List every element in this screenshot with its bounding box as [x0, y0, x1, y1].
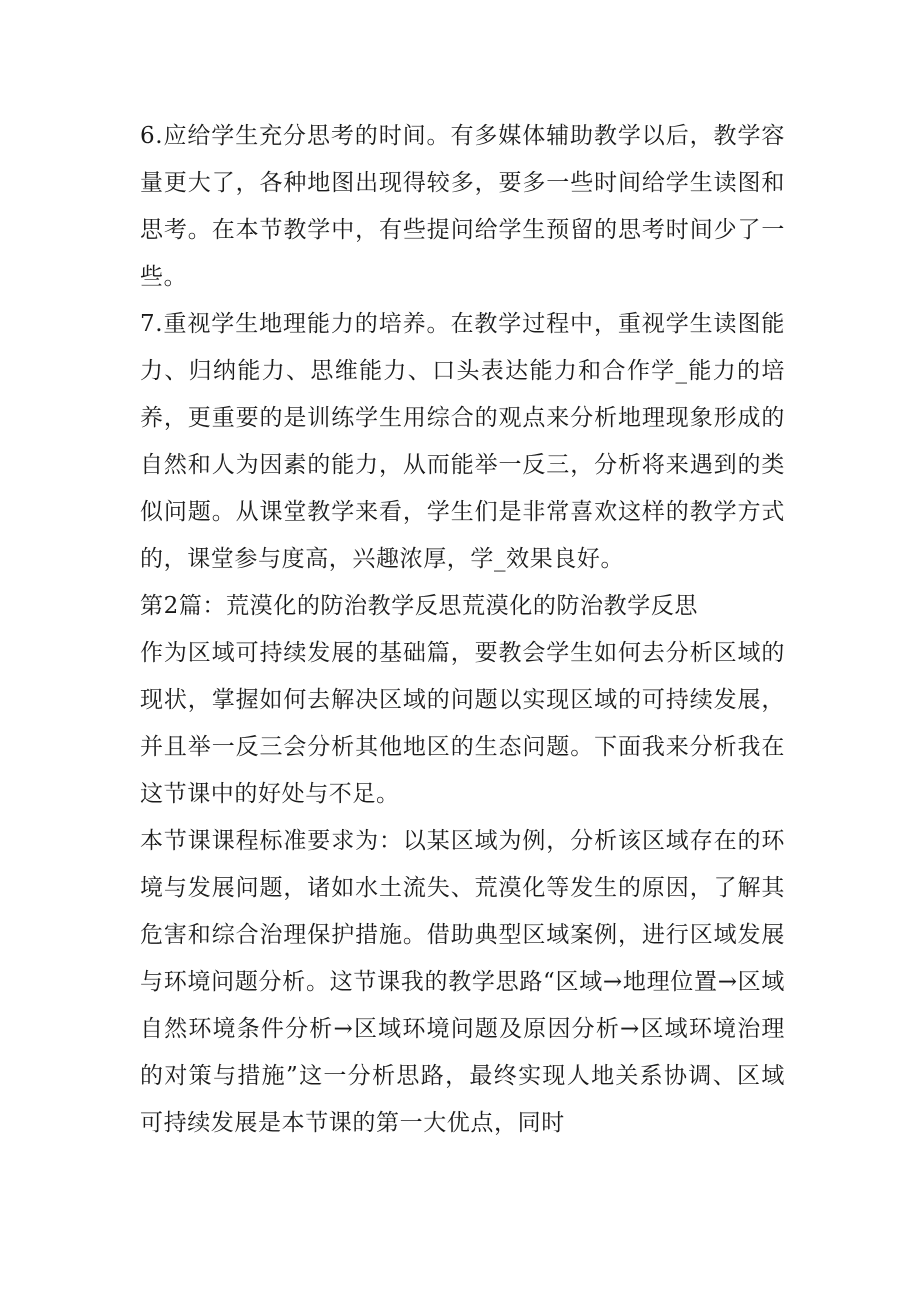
paragraph-item-7: 7.重视学生地理能力的培养。在教学过程中，重视学生读图能力、归纳能力、思维能力、口头表达能力和合作学_能力的培养，更重要的是训练学生用综合的观点来分析地理现象形成的自然和人为因素的能力，从而能举一反三，分析将来遇到的类似问题。从课堂教学来看，学生们是非常喜欢这样的教学方式的，课堂参与度高，兴趣浓厚，学_效果良好。: [140, 311, 785, 572]
section-heading: 第2篇：荒漠化的防治教学反思荒漠化的防治教学反思: [140, 593, 699, 619]
paragraph-curriculum: 本节课课程标准要求为：以某区域为例，分析该区域存在的环境与发展问题，诸如水土流失、荒漠化等发生的原因，了解其危害和综合治理保护措施。借助典型区域案例，进行区域发展与环境问题分析。这节课我的教学思路“区域→地理位置→区域自然环境条件分析→区域环境问题及原因分析→区域环境治理的对策与措施”这一分析思路，最终实现人地关系协调、区域可持续发展是本节课的第一大优点，同时: [140, 828, 785, 1136]
paragraph-item-6: 6.应给学生充分思考的时间。有多媒体辅助教学以后，教学容量更大了，各种地图出现得较多，要多一些时间给学生读图和思考。在本节教学中，有些提问给学生预留的思考时间少了一些。: [140, 123, 785, 290]
document-body: [140, 113, 785, 1147]
paragraph-intro: 作为区域可持续发展的基础篇，要教会学生如何去分析区域的现状，掌握如何去解决区域的问题以实现区域的可持续发展，并且举一反三会分析其他地区的生态问题。下面我来分析我在这节课中的好处与不足。: [140, 640, 785, 807]
